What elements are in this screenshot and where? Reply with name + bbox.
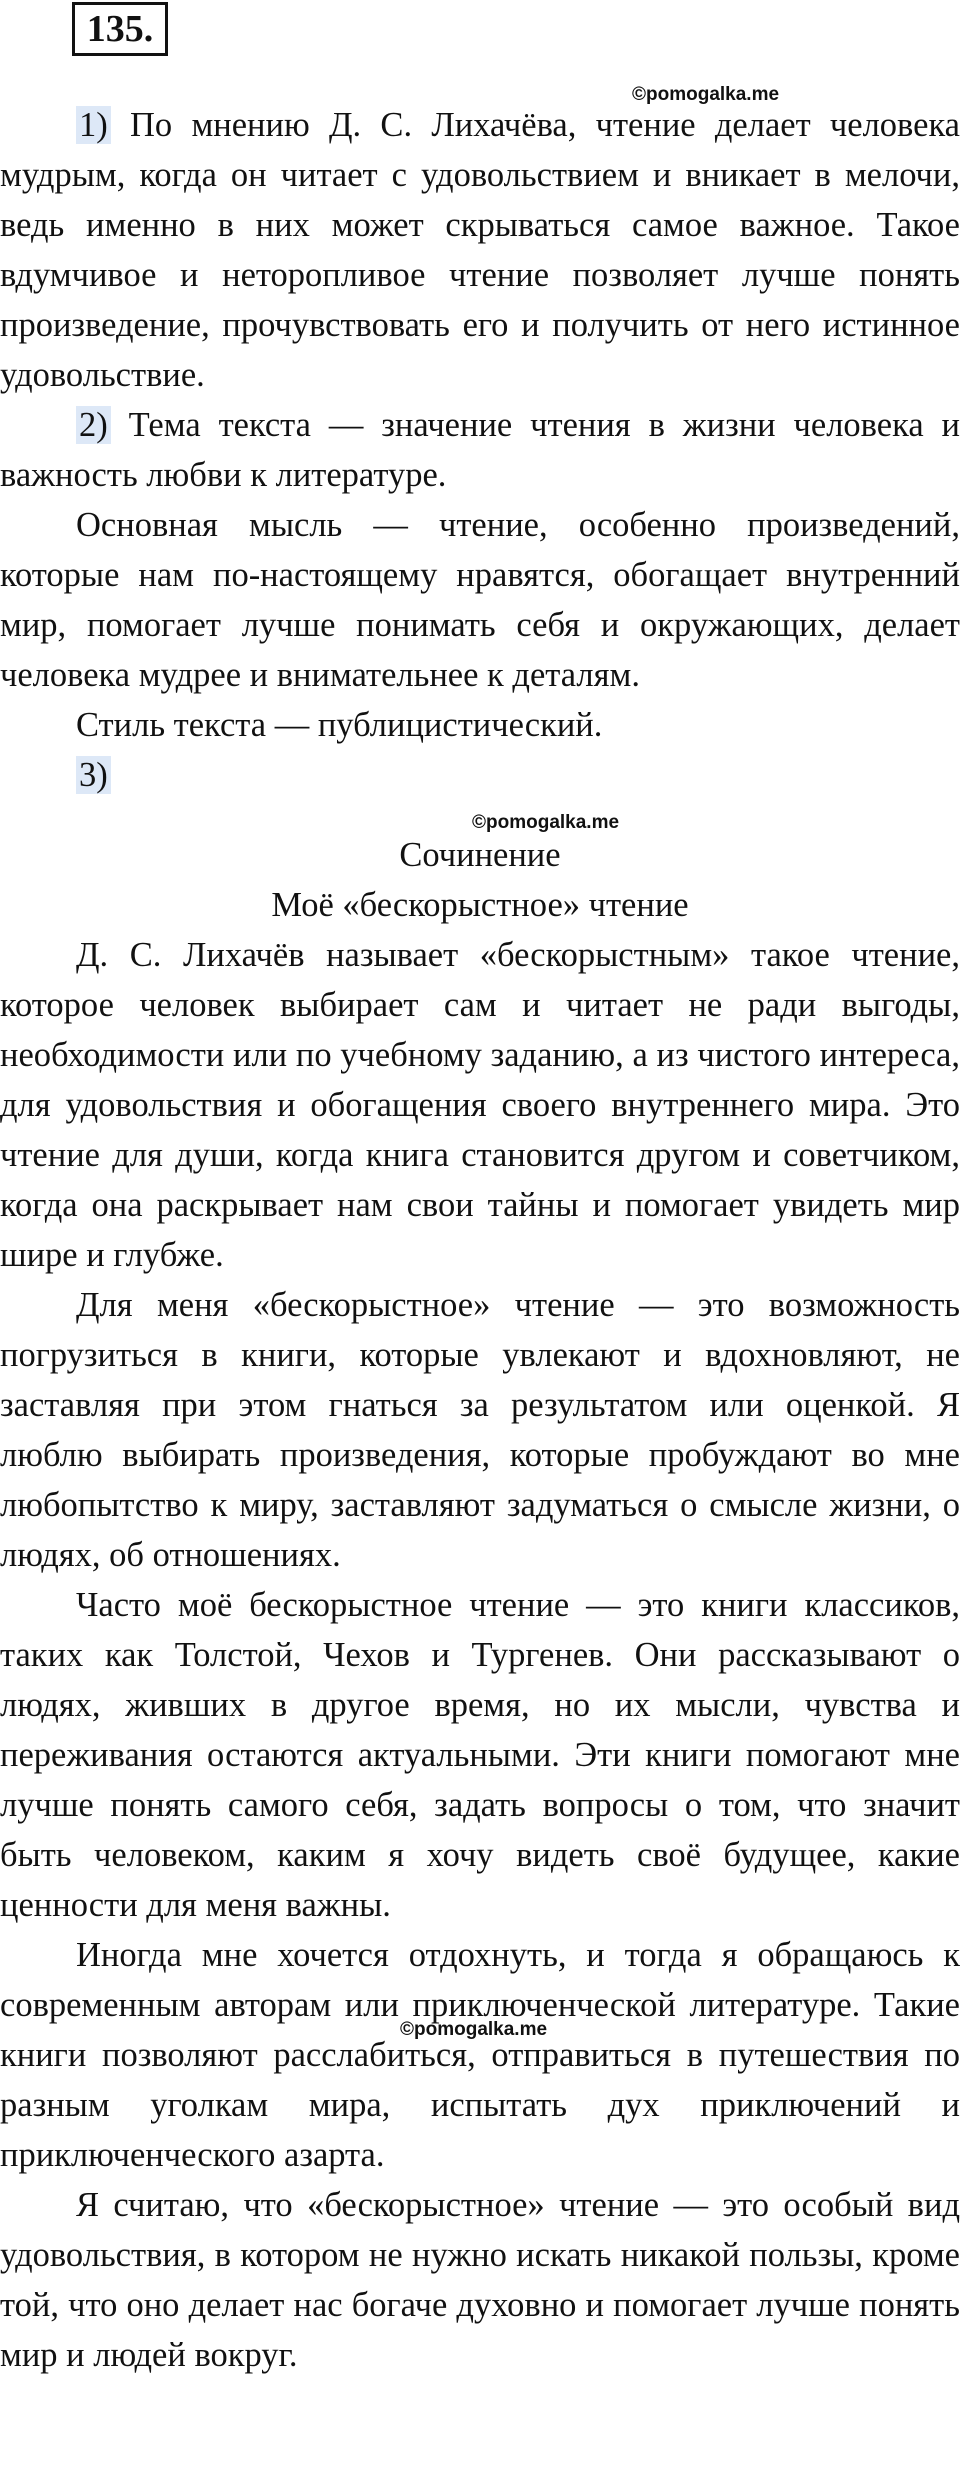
answer-number: 1) xyxy=(76,106,111,144)
watermark: ©pomogalka.me xyxy=(400,2019,548,2040)
answer-3 xyxy=(0,750,960,800)
answer-2-theme xyxy=(0,400,960,500)
watermark: ©pomogalka.me xyxy=(632,84,780,105)
answer-2-theme-text: Тема текста — значение чтения в жизни человека и важность любви к литературе. xyxy=(0,406,960,494)
task-number: 135. xyxy=(72,2,168,56)
essay-heading: Сочинение xyxy=(399,836,561,874)
answer-2-idea: Основная мысль — чтение, особенно произведений, которые нам по-настоящему нравятся, обогащает внутренний мир, помогает лучше понимать себя и окружающих, делает человека мудрее и внимательнее к деталям. xyxy=(0,506,960,694)
watermark: ©pomogalka.me xyxy=(472,812,620,833)
answer-2-style: Стиль текста — публицистический. xyxy=(76,706,603,744)
answer-text xyxy=(0,100,960,2380)
answer-number: 2) xyxy=(76,406,111,444)
essay-paragraph: Иногда мне хочется отдохнуть, и тогда я обращаюсь к современным авторам или приключенческой литературе. Такие книги позволяют расслабиться, отправиться в путешествия по разным уголкам мира, испытать дух приключений и приключенческого азарта. xyxy=(0,1936,960,2174)
answer-number: 3) xyxy=(76,756,111,794)
essay-paragraph: Часто моё бескорыстное чтение — это книги классиков, таких как Толстой, Чехов и Тургенев. Они рассказывают о людях, живших в другое время, но их мысли, чувства и переживания остаются актуальными. Эти книги помогают мне лучше понять самого себя, задать вопросы о том, что значит быть человеком, каким я хочу видеть своё будущее, какие ценности для меня важны. xyxy=(0,1586,960,1924)
essay-paragraph: Я считаю, что «бескорыстное» чтение — это особый вид удовольствия, в котором не нужно искать никакой пользы, кроме той, что оно делает нас богаче духовно и помогает лучше понять мир и людей вокруг. xyxy=(0,2186,960,2374)
essay-title: Моё «бескорыстное» чтение xyxy=(271,886,689,924)
answer-1 xyxy=(0,100,960,400)
answer-1-text: По мнению Д. С. Лихачёва, чтение делает человека мудрым, когда он читает с удовольствием и вникает в мелочи, ведь именно в них может скрываться самое важное. Такое вдумчивое и неторопливое чтение позволяет лучше понять произведение, прочувствовать его и получить от него истинное удовольствие. xyxy=(0,106,960,394)
essay-paragraph: Д. С. Лихачёв называет «бескорыстным» такое чтение, которое человек выбирает сам и читает не ради выгоды, необходимости или по учебному заданию, а из чистого интереса, для удовольствия и обогащения своего внутреннего мира. Это чтение для души, когда книга становится другом и советчиком, когда она раскрывает нам свои тайны и помогает увидеть мир шире и глубже. xyxy=(0,936,960,1274)
essay-paragraph: Для меня «бескорыстное» чтение — это возможность погрузиться в книги, которые увлекают и вдохновляют, не заставляя при этом гнаться за результатом или оценкой. Я люблю выбирать произведения, которые пробуждают во мне любопытство к миру, заставляют задуматься о смысле жизни, о людях, об отношениях. xyxy=(0,1286,960,1574)
